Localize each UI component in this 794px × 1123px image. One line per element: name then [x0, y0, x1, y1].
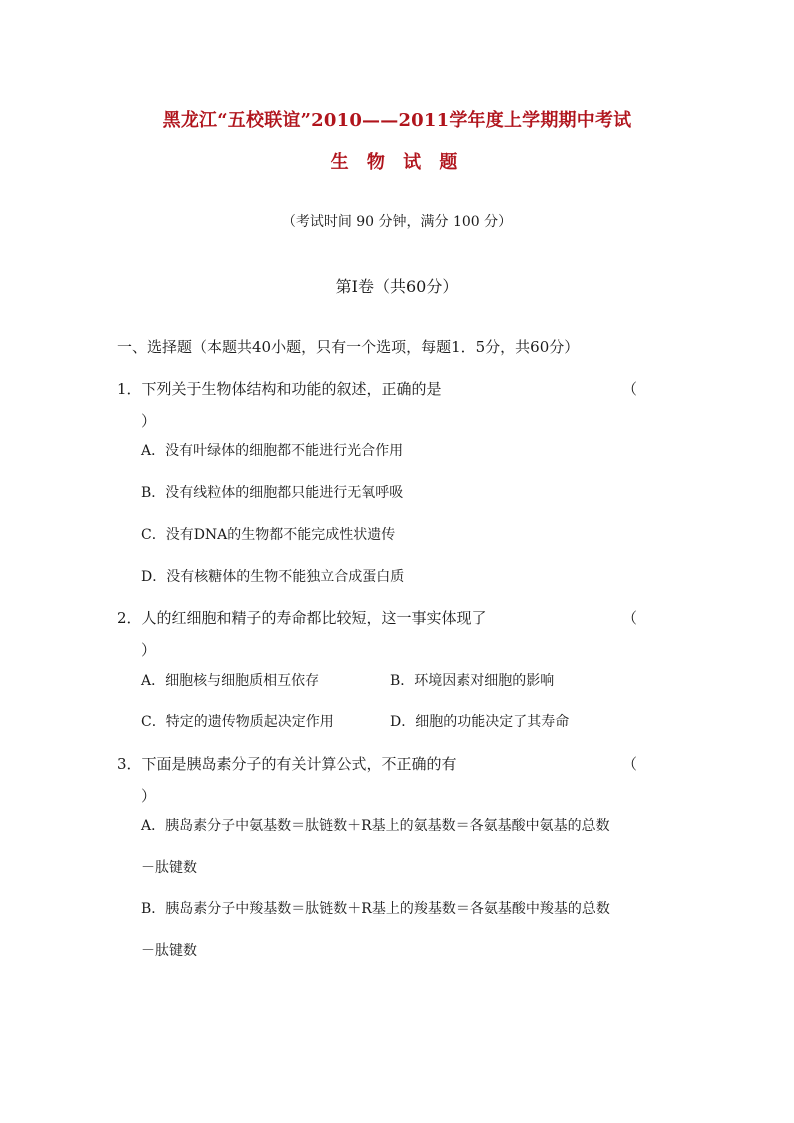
question-1-answer-paren-close: ）	[141, 412, 157, 430]
question-1-stem: 1．下列关于生物体结构和功能的叙述，正确的是	[117, 380, 442, 398]
section-heading: 一、选择题（本题共40小题，只有一个选项，每题1．5分，共60分）	[117, 338, 580, 356]
question-3-option-a-continuation: －肽键数	[141, 860, 197, 876]
question-1-option-b: B．没有线粒体的细胞都只能进行无氧呼吸	[141, 485, 404, 501]
question-2-option-c: C．特定的遗传物质起决定作用	[141, 714, 334, 730]
question-2-option-b: B．环境因素对细胞的影响	[390, 673, 555, 689]
question-2-answer-paren-close: ）	[141, 641, 157, 659]
question-2-option-d: D．细胞的功能决定了其寿命	[390, 714, 570, 730]
question-3-answer-paren-close: ）	[141, 787, 157, 805]
question-3-stem: 3．下面是胰岛素分子的有关计算公式，不正确的有	[117, 755, 457, 773]
question-1-option-a: A．没有叶绿体的细胞都不能进行光合作用	[141, 443, 404, 459]
question-3-option-b-continuation: －肽键数	[141, 943, 197, 959]
question-1-option-c: C．没有DNA的生物都不能完成性状遗传	[141, 527, 396, 543]
exam-title: 黑龙江“五校联谊”2010——2011学年度上学期期中考试	[162, 110, 632, 131]
question-3-option-b: B．胰岛素分子中羧基数＝肽链数＋R基上的羧基数＝各氨基酸中羧基的总数	[141, 901, 610, 917]
subject-title: 生 物 试 题	[330, 152, 464, 173]
volume-heading: 第Ⅰ卷（共60分）	[335, 277, 459, 296]
exam-info: （考试时间 90 分钟，满分 100 分）	[281, 214, 513, 230]
question-2-option-a: A．细胞核与细胞质相互依存	[141, 673, 320, 689]
question-3-answer-paren-open: （	[622, 755, 638, 773]
question-2-stem: 2．人的红细胞和精子的寿命都比较短，这一事实体现了	[117, 609, 487, 627]
question-1-answer-paren-open: （	[622, 380, 638, 398]
question-2-answer-paren-open: （	[622, 609, 638, 627]
question-3-option-a: A．胰岛素分子中氨基数＝肽链数＋R基上的氨基数＝各氨基酸中氨基的总数	[141, 818, 610, 834]
question-1-option-d: D．没有核糖体的生物不能独立合成蛋白质	[141, 569, 405, 585]
